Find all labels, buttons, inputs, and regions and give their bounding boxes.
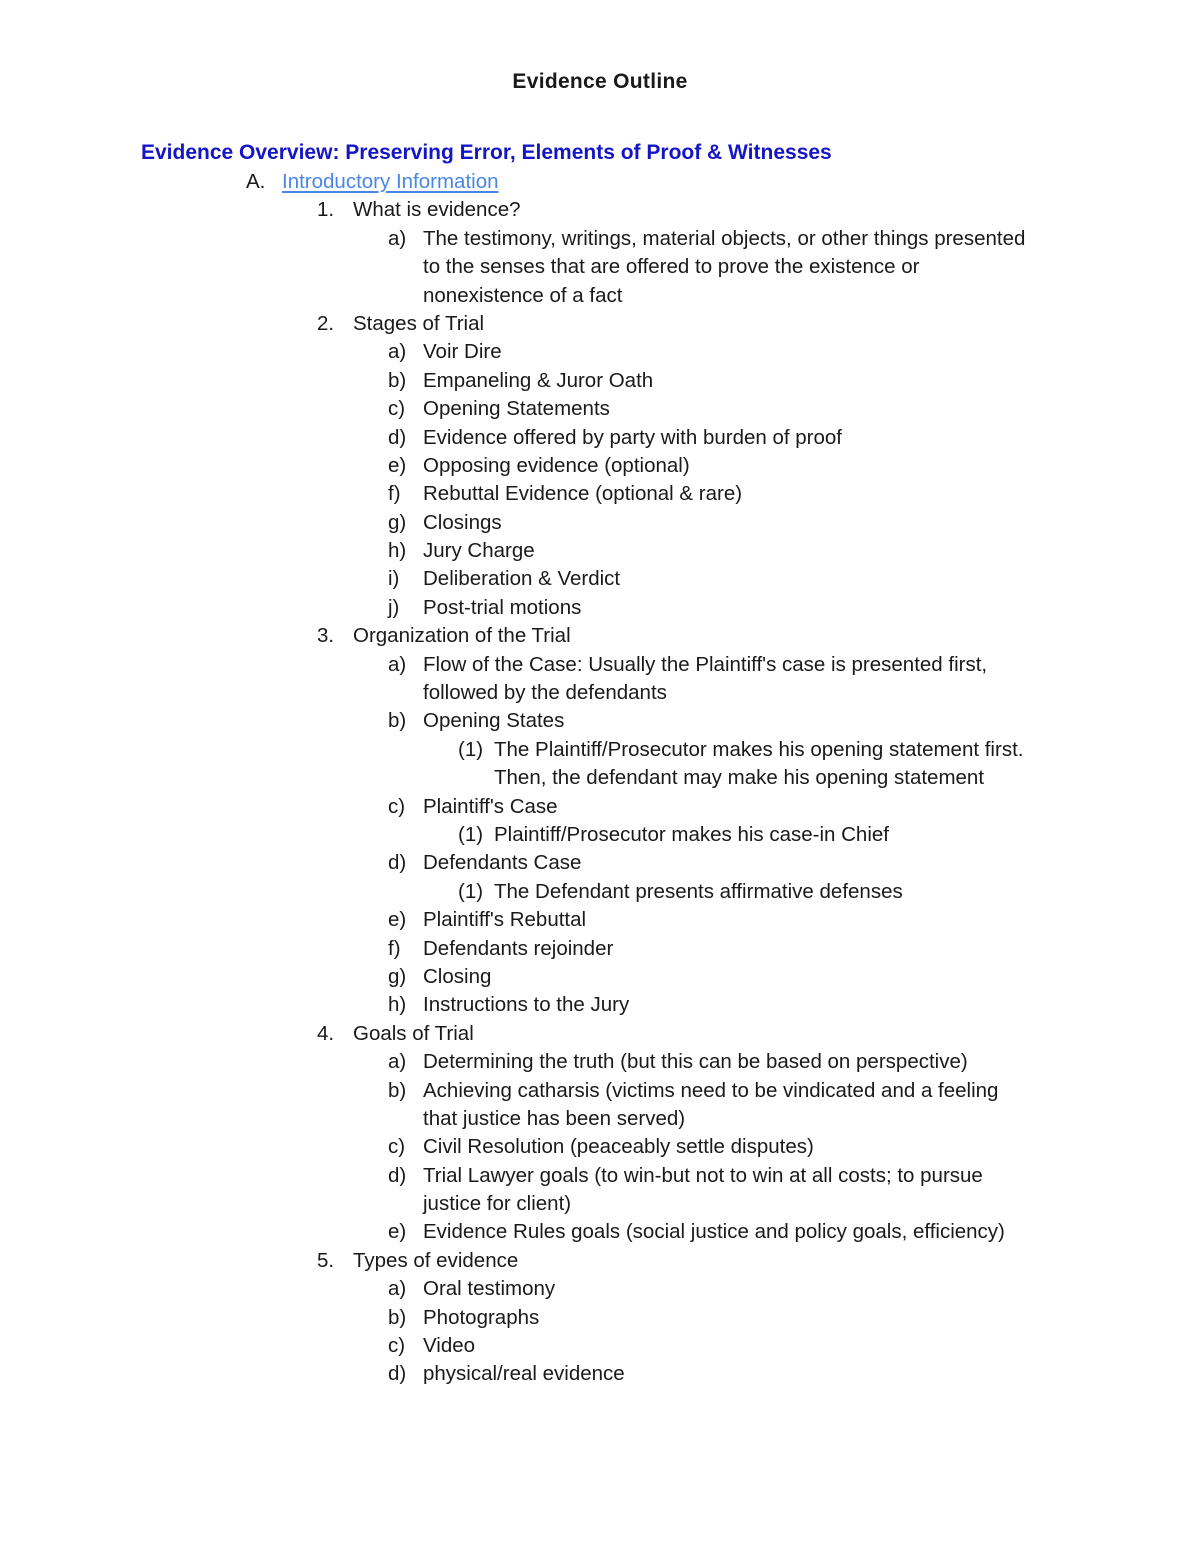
- outline-item: [0, 1218, 1200, 1246]
- outline-marker: d): [388, 425, 407, 449]
- outline-marker: 5.: [317, 1248, 335, 1272]
- outline-marker: f): [388, 482, 401, 506]
- outline-item: [0, 1133, 1200, 1161]
- outline-text: Closing: [423, 964, 492, 988]
- outline-marker: e): [388, 1220, 407, 1244]
- outline-marker: (1): [458, 737, 484, 761]
- outline-text: Determining the truth (but this can be based on perspective): [423, 1050, 968, 1074]
- outline-item: [0, 565, 1200, 593]
- outline-text: Then, the defendant may make his opening statement: [494, 766, 985, 790]
- outline-marker: c): [388, 794, 406, 818]
- outline-text: Plaintiff/Prosecutor makes his case-in Chief: [494, 822, 889, 846]
- outline-marker: a): [388, 226, 407, 250]
- outline-marker: (1): [458, 879, 484, 903]
- outline-text: Closings: [423, 510, 502, 534]
- outline-link[interactable]: Introductory Information: [282, 170, 499, 193]
- outline-item: [0, 878, 1200, 906]
- outline-text: The testimony, writings, material objects, or other things presented: [423, 226, 1026, 250]
- outline-marker: b): [388, 709, 407, 733]
- outline-marker: 2.: [317, 311, 335, 335]
- outline-text: The Plaintiff/Prosecutor makes his opening statement first.: [494, 737, 1024, 761]
- outline-marker: 4.: [317, 1021, 335, 1045]
- outline-item: [0, 1105, 1200, 1133]
- outline-item: [0, 736, 1200, 764]
- outline-text: Civil Resolution (peaceably settle disputes): [423, 1135, 814, 1159]
- outline-item: [0, 935, 1200, 963]
- outline-text: What is evidence?: [353, 198, 521, 222]
- outline-item: [0, 367, 1200, 395]
- outline-item: [0, 1162, 1200, 1190]
- outline-item: [0, 310, 1200, 338]
- outline-marker: (1): [458, 822, 484, 846]
- outline-item: [0, 1247, 1200, 1275]
- outline-marker: h): [388, 993, 407, 1017]
- outline-item: [0, 1077, 1200, 1105]
- outline-item: [0, 991, 1200, 1019]
- outline-text: Video: [423, 1334, 476, 1358]
- outline-item: [0, 622, 1200, 650]
- outline-text: Organization of the Trial: [353, 624, 571, 648]
- outline-text: Achieving catharsis (victims need to be vindicated and a feeling: [423, 1078, 999, 1102]
- outline-item: [0, 707, 1200, 735]
- outline-item: [0, 906, 1200, 934]
- outline-item: [0, 480, 1200, 508]
- outline-marker: e): [388, 908, 407, 932]
- outline-text: Opposing evidence (optional): [423, 453, 690, 477]
- outline-marker: h): [388, 539, 407, 563]
- outline-item: [0, 1360, 1200, 1388]
- outline-item: [0, 338, 1200, 366]
- outline-marker: 3.: [317, 624, 335, 648]
- outline-item: [0, 452, 1200, 480]
- outline-item: [0, 282, 1200, 310]
- outline-list: [0, 168, 1200, 1389]
- outline-item: [0, 793, 1200, 821]
- outline-marker: b): [388, 368, 407, 392]
- outline-text: Photographs: [423, 1305, 540, 1329]
- outline-marker: j): [388, 595, 400, 619]
- outline-text: Rebuttal Evidence (optional & rare): [423, 482, 743, 506]
- outline-item: [0, 679, 1200, 707]
- outline-item: [0, 651, 1200, 679]
- outline-text: Types of evidence: [353, 1248, 519, 1272]
- outline-text: physical/real evidence: [423, 1362, 625, 1386]
- outline-text: Oral testimony: [423, 1277, 556, 1301]
- outline-text: Stages of Trial: [353, 311, 485, 335]
- outline-item: [0, 764, 1200, 792]
- outline-item: [0, 424, 1200, 452]
- outline-item: [0, 196, 1200, 224]
- outline-marker: f): [388, 936, 401, 960]
- outline-item[interactable]: [0, 168, 1200, 196]
- outline-marker: g): [388, 510, 407, 534]
- outline-item: [0, 1190, 1200, 1218]
- outline-marker: d): [388, 851, 407, 875]
- outline-text: Opening States: [423, 709, 565, 733]
- outline-item: [0, 1332, 1200, 1360]
- outline-marker: d): [388, 1163, 407, 1187]
- outline-item: [0, 225, 1200, 253]
- outline-marker: c): [388, 397, 406, 421]
- outline-text: Empaneling & Juror Oath: [423, 368, 654, 392]
- outline-text: Trial Lawyer goals (to win-but not to win at all costs; to pursue: [423, 1163, 983, 1187]
- outline-text: Deliberation & Verdict: [423, 567, 621, 591]
- outline-item: [0, 537, 1200, 565]
- document-title: Evidence Outline: [512, 70, 688, 93]
- outline-item: [0, 253, 1200, 281]
- outline-item: [0, 594, 1200, 622]
- outline-marker: b): [388, 1305, 407, 1329]
- outline-marker: i): [388, 567, 400, 591]
- outline-text: Defendants Case: [423, 851, 582, 875]
- outline-text: Plaintiff's Case: [423, 794, 558, 818]
- outline-text: Instructions to the Jury: [423, 993, 630, 1017]
- outline-text: nonexistence of a fact: [423, 283, 623, 307]
- outline-marker: a): [388, 1277, 407, 1301]
- outline-item: [0, 821, 1200, 849]
- outline-text: justice for client): [423, 1192, 572, 1216]
- outline-marker: c): [388, 1135, 406, 1159]
- outline-marker: a): [388, 340, 407, 364]
- outline-text: Evidence offered by party with burden of proof: [423, 425, 842, 449]
- outline-text: followed by the defendants: [423, 681, 667, 705]
- outline-marker: c): [388, 1334, 406, 1358]
- outline-text: Flow of the Case: Usually the Plaintiff's case is presented first,: [423, 652, 988, 676]
- outline-text: that justice has been served): [423, 1106, 686, 1130]
- outline-text: to the senses that are offered to prove the existence or: [423, 255, 920, 279]
- outline-text: Opening Statements: [423, 397, 610, 421]
- outline-item: [0, 1048, 1200, 1076]
- outline-item: [0, 1275, 1200, 1303]
- outline-text: Evidence Rules goals (social justice and policy goals, efficiency): [423, 1220, 1005, 1244]
- outline-marker: A.: [246, 170, 266, 193]
- outline-marker: g): [388, 964, 407, 988]
- outline-text: Jury Charge: [423, 539, 535, 563]
- outline-marker: b): [388, 1078, 407, 1102]
- outline-item: [0, 1304, 1200, 1332]
- outline-text: Post-trial motions: [423, 595, 582, 619]
- outline-text: Defendants rejoinder: [423, 936, 614, 960]
- outline-item: [0, 849, 1200, 877]
- outline-marker: 1.: [317, 198, 335, 222]
- outline-item: [0, 963, 1200, 991]
- outline-text: Plaintiff's Rebuttal: [423, 908, 587, 932]
- outline-marker: a): [388, 652, 407, 676]
- outline-text: Goals of Trial: [353, 1021, 474, 1045]
- section-heading: Evidence Overview: Preserving Error, Elements of Proof & Witnesses: [141, 141, 832, 164]
- outline-marker: d): [388, 1362, 407, 1386]
- outline-text: The Defendant presents affirmative defenses: [494, 879, 903, 903]
- outline-marker: a): [388, 1050, 407, 1074]
- outline-text: Voir Dire: [423, 340, 502, 364]
- outline-marker: e): [388, 453, 407, 477]
- outline-item: [0, 1020, 1200, 1048]
- outline-item: [0, 509, 1200, 537]
- outline-item: [0, 395, 1200, 423]
